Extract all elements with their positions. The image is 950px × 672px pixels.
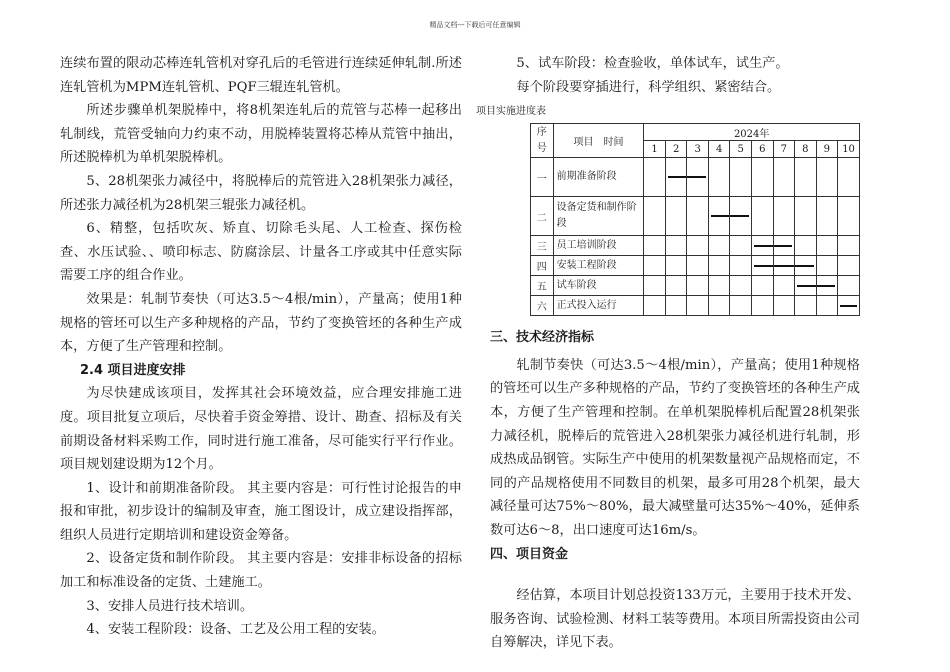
gantt-bar-segment xyxy=(797,285,816,287)
gantt-cell xyxy=(730,296,752,316)
paragraph-coordination: 每个阶段要穿插进行，科学组织、紧密结合。 xyxy=(516,79,781,95)
schedule-row xyxy=(531,296,860,316)
paragraph-stage-3: 3、安排人员进行技术培训。 xyxy=(86,598,254,614)
gantt-bar-segment xyxy=(730,215,749,217)
gantt-bar-segment xyxy=(687,176,706,178)
gantt-cell xyxy=(838,256,860,276)
row-stage: 前期准备阶段 xyxy=(553,158,644,197)
paragraph-schedule-intro: 为尽快建成该项目，发挥其社会环境效益，应合理安排施工进度。项目批复立项后，尽快着手资金筹措、设计、勘查、招标及有关前期设备材料采购工作，同时进行施工准备，尽可能实行平行作业。项目规划建设期为12个月。 xyxy=(60,386,462,473)
gantt-cell xyxy=(644,276,666,296)
schedule-row xyxy=(531,236,860,256)
header-year: 2024年 xyxy=(644,124,860,141)
gantt-cell xyxy=(687,256,709,276)
gantt-cell xyxy=(816,197,838,236)
header-number-line2: 号 xyxy=(536,142,547,154)
month-cell: 8 xyxy=(795,141,817,158)
gantt-cell xyxy=(644,256,666,276)
gantt-bar-segment xyxy=(754,245,773,247)
row-number: 五 xyxy=(531,276,554,296)
month-cell: 3 xyxy=(687,141,709,158)
paragraph-stage-1: 1、设计和前期准备阶段。 其主要内容是：可行性讨论报告的申报和审批，初步设计的编制及审查，施工图设计，成立建设指挥部，组织人员进行定期培训和建设资金筹备。 xyxy=(60,480,462,543)
gantt-cell xyxy=(795,158,817,197)
gantt-bar-segment xyxy=(817,285,836,287)
gantt-cell xyxy=(730,158,752,197)
gantt-cell xyxy=(665,158,687,197)
gantt-cell xyxy=(644,236,666,256)
gantt-cell xyxy=(665,256,687,276)
gantt-cell xyxy=(838,296,860,316)
table-caption: 项目实施进度表 xyxy=(476,106,546,118)
gantt-cell xyxy=(730,236,752,256)
paragraph-stage-4: 4、安装工程阶段：设备、工艺及公用工程的安装。 xyxy=(86,622,385,638)
gantt-bar-segment xyxy=(795,265,814,267)
gantt-cell xyxy=(816,256,838,276)
gantt-cell xyxy=(795,296,817,316)
gantt-cell xyxy=(773,296,795,316)
row-stage: 试车阶段 xyxy=(553,276,644,296)
gantt-cell xyxy=(687,236,709,256)
gantt-cell xyxy=(752,236,774,256)
gantt-cell xyxy=(708,276,730,296)
header-number xyxy=(531,124,554,158)
gantt-cell xyxy=(665,296,687,316)
month-cell: 2 xyxy=(665,141,687,158)
gantt-cell xyxy=(838,276,860,296)
paragraph-stage-2: 2、设备定货和制作阶段。 其主要内容是：安排非标设备的招标加工和标准设备的定货、土建施工。 xyxy=(60,551,462,591)
gantt-cell xyxy=(687,158,709,197)
right-column xyxy=(476,52,860,655)
row-stage: 设备定货和制作阶段 xyxy=(553,197,644,236)
month-cell: 4 xyxy=(708,141,730,158)
gantt-cell xyxy=(665,197,687,236)
gantt-cell xyxy=(773,197,795,236)
gantt-cell xyxy=(795,236,817,256)
gantt-cell xyxy=(838,158,860,197)
section-heading-funding: 四、项目资金 xyxy=(490,546,569,562)
row-number: 一 xyxy=(531,158,554,197)
gantt-cell xyxy=(644,197,666,236)
gantt-cell xyxy=(730,276,752,296)
row-stage: 正式投入运行 xyxy=(553,296,644,316)
gantt-cell xyxy=(665,276,687,296)
gantt-cell xyxy=(795,197,817,236)
gantt-cell xyxy=(816,296,838,316)
page-header: 精品文档---下载后可任意编辑 xyxy=(429,21,521,29)
gantt-cell xyxy=(773,256,795,276)
gantt-cell xyxy=(708,296,730,316)
gantt-cell xyxy=(644,296,666,316)
gantt-cell xyxy=(816,236,838,256)
gantt-cell xyxy=(795,276,817,296)
section-heading-schedule: 2.4 项目进度安排 xyxy=(80,362,186,378)
gantt-cell xyxy=(730,256,752,276)
gantt-cell xyxy=(752,256,774,276)
schedule-row xyxy=(531,197,860,236)
gantt-bar-segment xyxy=(774,265,795,267)
row-stage: 员工培训阶段 xyxy=(553,236,644,256)
row-stage: 安装工程阶段 xyxy=(553,256,644,276)
gantt-cell xyxy=(752,296,774,316)
month-cell: 7 xyxy=(773,141,795,158)
schedule-row xyxy=(531,276,860,296)
gantt-cell xyxy=(687,276,709,296)
gantt-cell xyxy=(752,197,774,236)
gantt-cell xyxy=(816,276,838,296)
gantt-bar-segment xyxy=(774,245,793,247)
row-number: 四 xyxy=(531,256,554,276)
gantt-cell xyxy=(708,236,730,256)
paragraph-funding: 经估算，本项目计划总投资133万元，主要用于技术开发、服务咨询、试验检测、材料工装等费用。本项目所需投资由公司自筹解决，详见下表。 xyxy=(490,588,860,651)
gantt-cell xyxy=(816,158,838,197)
gantt-cell xyxy=(665,236,687,256)
gantt-bar-segment xyxy=(711,215,730,217)
schedule-row xyxy=(531,256,860,276)
gantt-cell xyxy=(773,236,795,256)
month-cell: 10 xyxy=(838,141,860,158)
gantt-cell xyxy=(773,158,795,197)
paragraph-finishing: 6、精整，包括吹灰、矫直、切除毛头尾、人工检查、探伤检查、水压试验、、喷印标志、防腐涂层、计量各工序或其中任意实际需要工序的组合作业。 xyxy=(60,221,462,284)
row-number: 六 xyxy=(531,296,554,316)
month-cell: 5 xyxy=(730,141,752,158)
gantt-bar-segment xyxy=(754,265,773,267)
month-cell: 9 xyxy=(816,141,838,158)
paragraph-effects: 效果是：轧制节奏快（可达3.5～4根/min），产量高；使用1种规格的管坯可以生产多种规格的产品，节约了变换管坯的各种生产成本，方便了生产管理和控制。 xyxy=(60,291,462,355)
gantt-cell xyxy=(708,256,730,276)
gantt-cell xyxy=(838,236,860,256)
gantt-cell xyxy=(687,296,709,316)
gantt-cell xyxy=(838,197,860,236)
gantt-cell xyxy=(708,158,730,197)
schedule-row xyxy=(531,158,860,197)
paragraph-mandrel-extraction: 所述步骤单机架脱棒中，将8机架连轧后的荒管与芯棒一起移出轧制线，荒管受轴向力约束不动，用脱棒装置将芯棒从荒管中抽出，所述脱棒机为单机架脱棒机。 xyxy=(60,103,462,166)
gantt-cell xyxy=(708,197,730,236)
paragraph-continuous-rolling: 连续布置的限动芯棒连轧管机对穿孔后的毛管进行连续延伸轧制.所述连轧管机为MPM连轧管机、PQF三辊连轧管机。 xyxy=(60,56,462,95)
row-number: 三 xyxy=(531,236,554,256)
month-cell: 1 xyxy=(644,141,666,158)
header-item-time: 项目 时间 xyxy=(553,124,644,158)
paragraph-tension-reducing: 5、28机架张力减径中，将脱棒后的荒管进入28机架张力减径，所述张力减径机为28机架三辊张力减径机。 xyxy=(60,173,462,213)
gantt-bar-segment xyxy=(840,305,857,307)
schedule-table xyxy=(530,123,860,316)
left-column xyxy=(60,52,462,642)
section-heading-tech: 三、技术经济指标 xyxy=(490,330,595,346)
gantt-cell xyxy=(795,256,817,276)
gantt-cell xyxy=(752,276,774,296)
row-number: 二 xyxy=(531,197,554,236)
gantt-bar-segment xyxy=(668,176,687,178)
month-cell: 6 xyxy=(752,141,774,158)
paragraph-tech-indicators: 轧制节奏快（可达3.5～4根/min），产量高；使用1种规格的管坯可以生产多种规格的产品，节约了变换管坯的各种生产成本，方便了生产管理和控制。在单机架脱棒机后配置28机架张力减径机，脱棒后的荒管进入28机架张力减径机进行轧制，形成热成品钢管。实际生产中使用的机架数量视产品规格而定，不同的产品规格使用不同数目的机架，最多可用28个机架，最大减径量可达75%～80%，最大减壁量可达35%～40%，延伸系数可达6～8，出口速度可达16m/s。 xyxy=(490,357,860,538)
gantt-cell xyxy=(752,158,774,197)
gantt-cell xyxy=(730,197,752,236)
gantt-cell xyxy=(773,276,795,296)
paragraph-stage-5: 5、试车阶段：检查验收，单体试车，试生产。 xyxy=(516,56,789,71)
header-number-line1: 序 xyxy=(536,126,547,138)
gantt-cell xyxy=(644,158,666,197)
gantt-cell xyxy=(687,197,709,236)
